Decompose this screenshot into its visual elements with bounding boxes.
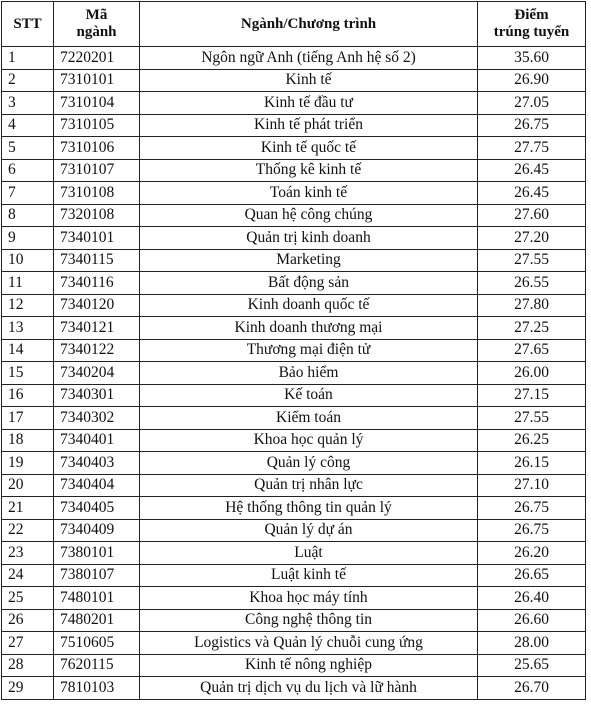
cell-code: 7340302 [54,407,140,430]
cell-code: 7510605 [54,632,140,655]
cell-code: 7340409 [54,519,140,542]
header-stt: STT [2,2,54,47]
table-row [2,519,586,542]
cell-program-name: Luật kinh tế [140,564,478,587]
cell-program-name: Quan hệ công chúng [140,204,478,227]
table-row [2,587,586,610]
cell-stt: 14 [2,339,54,362]
cell-score: 26.20 [478,542,586,565]
table-row [2,92,586,115]
cell-score: 26.55 [478,272,586,295]
cell-score: 27.60 [478,204,586,227]
cell-program-name: Kinh doanh quốc tế [140,294,478,317]
table-body [2,47,586,700]
cell-program-name: Toán kinh tế [140,182,478,205]
cell-stt: 16 [2,384,54,407]
cell-code: 7380101 [54,542,140,565]
header-row [2,2,586,47]
cell-code: 7810103 [54,677,140,700]
cell-program-name: Khoa học máy tính [140,587,478,610]
table-row [2,407,586,430]
cell-code: 7340405 [54,497,140,520]
cell-code: 7310106 [54,137,140,160]
table-header [2,2,586,47]
cell-score: 28.00 [478,632,586,655]
header-code-line2: ngành [76,24,117,40]
cell-score: 27.80 [478,294,586,317]
table-row [2,429,586,452]
cell-code: 7340401 [54,429,140,452]
table-row [2,677,586,700]
table-row [2,384,586,407]
cell-stt: 12 [2,294,54,317]
table-row [2,609,586,632]
cell-score: 27.65 [478,339,586,362]
table-row [2,474,586,497]
cell-score: 26.00 [478,362,586,385]
header-code-line1: Mã [85,7,108,23]
cell-program-name: Thương mại điện tử [140,339,478,362]
header-score-line1: Điểm [514,7,549,23]
cell-code: 7480101 [54,587,140,610]
cell-stt: 28 [2,654,54,677]
cell-program-name: Bảo hiểm [140,362,478,385]
cell-score: 26.75 [478,497,586,520]
cell-program-name: Hệ thống thông tin quản lý [140,497,478,520]
cell-code: 7310104 [54,92,140,115]
admission-score-table [1,1,586,700]
cell-program-name: Quản lý công [140,452,478,475]
header-score-line2: trúng tuyển [493,24,570,40]
table-row [2,294,586,317]
table-row [2,632,586,655]
cell-code: 7340403 [54,452,140,475]
cell-program-name: Kiểm toán [140,407,478,430]
cell-stt: 27 [2,632,54,655]
cell-program-name: Marketing [140,249,478,272]
cell-program-name: Kinh doanh thương mại [140,317,478,340]
cell-stt: 25 [2,587,54,610]
cell-code: 7480201 [54,609,140,632]
cell-score: 27.05 [478,92,586,115]
cell-score: 27.75 [478,137,586,160]
table-row [2,452,586,475]
cell-score: 26.70 [478,677,586,700]
cell-program-name: Quản trị kinh doanh [140,227,478,250]
cell-code: 7340122 [54,339,140,362]
cell-score: 26.40 [478,587,586,610]
cell-stt: 5 [2,137,54,160]
cell-code: 7340301 [54,384,140,407]
cell-score: 35.60 [478,47,586,70]
cell-score: 26.15 [478,452,586,475]
table-row [2,497,586,520]
cell-stt: 24 [2,564,54,587]
cell-score: 26.25 [478,429,586,452]
cell-code: 7620115 [54,654,140,677]
cell-code: 7340116 [54,272,140,295]
cell-program-name: Quản trị nhân lực [140,474,478,497]
cell-program-name: Kế toán [140,384,478,407]
cell-score: 27.10 [478,474,586,497]
admission-score-table-page [1,1,585,723]
cell-program-name: Khoa học quản lý [140,429,478,452]
cell-stt: 18 [2,429,54,452]
table-row [2,339,586,362]
cell-score: 26.45 [478,159,586,182]
cell-program-name: Bất động sản [140,272,478,295]
cell-program-name: Logistics và Quản lý chuỗi cung ứng [140,632,478,655]
cell-code: 7340120 [54,294,140,317]
table-row [2,227,586,250]
cell-code: 7310108 [54,182,140,205]
cell-score: 27.55 [478,407,586,430]
cell-score: 26.75 [478,114,586,137]
cell-program-name: Quản trị dịch vụ du lịch và lữ hành [140,677,478,700]
cell-stt: 11 [2,272,54,295]
cell-program-name: Kinh tế đầu tư [140,92,478,115]
cell-code: 7320108 [54,204,140,227]
table-row [2,317,586,340]
cell-stt: 3 [2,92,54,115]
cell-stt: 13 [2,317,54,340]
cell-code: 7310107 [54,159,140,182]
cell-score: 27.15 [478,384,586,407]
header-score [478,2,586,47]
header-code [54,2,140,47]
cell-program-name: Kinh tế phát triển [140,114,478,137]
cell-program-name: Kinh tế [140,69,478,92]
cell-score: 26.60 [478,609,586,632]
cell-stt: 9 [2,227,54,250]
cell-program-name: Công nghệ thông tin [140,609,478,632]
cell-stt: 6 [2,159,54,182]
cell-stt: 4 [2,114,54,137]
cell-stt: 10 [2,249,54,272]
cell-stt: 15 [2,362,54,385]
cell-score: 26.65 [478,564,586,587]
cell-program-name: Ngôn ngữ Anh (tiếng Anh hệ số 2) [140,47,478,70]
cell-stt: 19 [2,452,54,475]
table-row [2,69,586,92]
cell-program-name: Luật [140,542,478,565]
cell-code: 7380107 [54,564,140,587]
cell-code: 7340115 [54,249,140,272]
table-row [2,272,586,295]
table-row [2,362,586,385]
cell-program-name: Thống kê kinh tế [140,159,478,182]
table-row [2,542,586,565]
cell-stt: 1 [2,47,54,70]
cell-stt: 26 [2,609,54,632]
cell-score: 26.75 [478,519,586,542]
cell-stt: 22 [2,519,54,542]
cell-score: 27.25 [478,317,586,340]
cell-program-name: Quản lý dự án [140,519,478,542]
cell-code: 7340121 [54,317,140,340]
cell-stt: 29 [2,677,54,700]
cell-code: 7340404 [54,474,140,497]
cell-score: 27.20 [478,227,586,250]
table-row [2,564,586,587]
table-row [2,654,586,677]
cell-stt: 7 [2,182,54,205]
table-row [2,182,586,205]
header-program: Ngành/Chương trình [140,2,478,47]
table-row [2,47,586,70]
cell-stt: 2 [2,69,54,92]
cell-code: 7310105 [54,114,140,137]
table-row [2,204,586,227]
cell-score: 26.90 [478,69,586,92]
cell-program-name: Kinh tế quốc tế [140,137,478,160]
cell-stt: 8 [2,204,54,227]
cell-code: 7220201 [54,47,140,70]
cell-program-name: Kinh tế nông nghiệp [140,654,478,677]
cell-code: 7310101 [54,69,140,92]
cell-score: 25.65 [478,654,586,677]
cell-stt: 20 [2,474,54,497]
cell-stt: 21 [2,497,54,520]
table-row [2,159,586,182]
cell-stt: 23 [2,542,54,565]
cell-score: 26.45 [478,182,586,205]
table-row [2,114,586,137]
cell-code: 7340101 [54,227,140,250]
cell-stt: 17 [2,407,54,430]
table-row [2,137,586,160]
table-row [2,249,586,272]
cell-score: 27.55 [478,249,586,272]
cell-code: 7340204 [54,362,140,385]
